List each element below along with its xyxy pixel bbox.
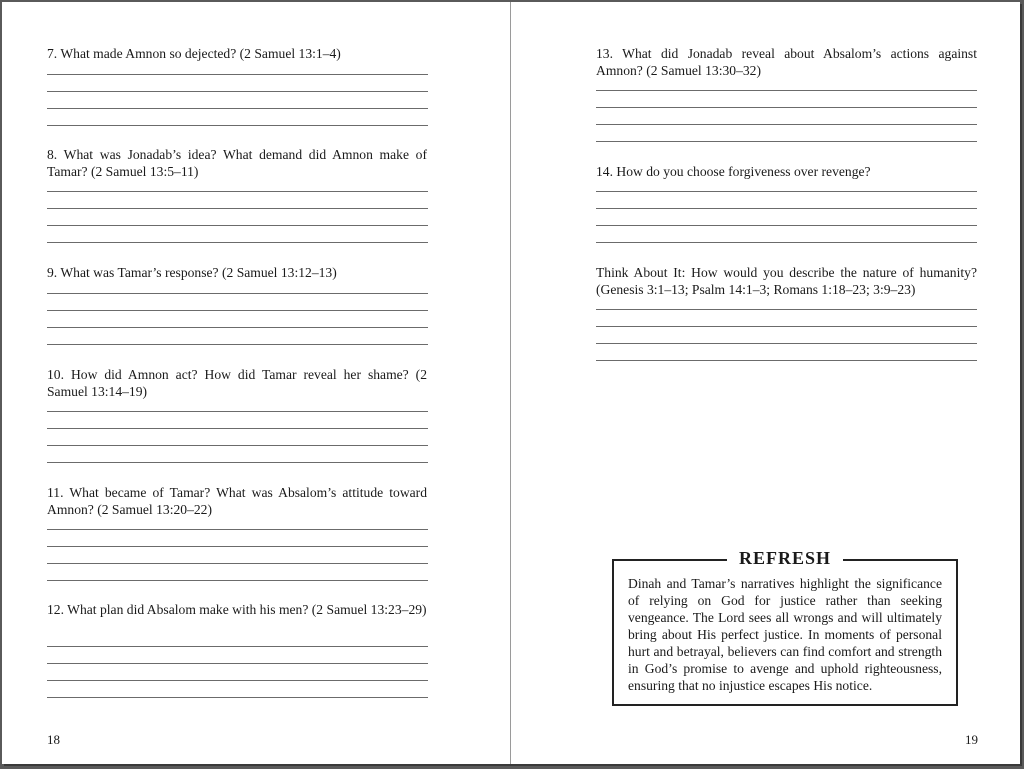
answer-line[interactable] xyxy=(47,462,428,463)
answer-line[interactable] xyxy=(596,309,977,310)
answer-line[interactable] xyxy=(47,74,428,75)
book-spread xyxy=(2,2,1020,764)
answer-line[interactable] xyxy=(47,225,428,226)
answer-lines-14[interactable] xyxy=(596,191,977,261)
answer-line[interactable] xyxy=(47,91,428,92)
answer-line[interactable] xyxy=(596,141,977,142)
answer-lines-12[interactable] xyxy=(47,646,428,716)
answer-line[interactable] xyxy=(47,580,428,581)
answer-line[interactable] xyxy=(47,411,428,412)
page-number: 18 xyxy=(47,732,60,747)
answer-line[interactable] xyxy=(596,360,977,361)
question-12: 12. What plan did Absalom make with his men? (2 Samuel 13:23–29) xyxy=(47,602,427,617)
answer-lines-13[interactable] xyxy=(596,90,977,160)
answer-lines-11[interactable] xyxy=(47,529,428,599)
answer-line[interactable] xyxy=(47,125,428,126)
answer-lines-8[interactable] xyxy=(47,191,428,261)
answer-line[interactable] xyxy=(47,191,428,192)
answer-line[interactable] xyxy=(47,529,428,530)
question-8: 8. What was Jonadab’s idea? What demand did Amnon make of Tamar? (2 Samuel 13:5–11) xyxy=(47,147,427,179)
question-14: 14. How do you choose forgiveness over revenge? xyxy=(596,164,871,179)
answer-line[interactable] xyxy=(596,107,977,108)
answer-line[interactable] xyxy=(47,663,428,664)
answer-line[interactable] xyxy=(47,344,428,345)
answer-line[interactable] xyxy=(47,680,428,681)
right-page xyxy=(511,2,1020,764)
answer-line[interactable] xyxy=(47,428,428,429)
answer-line[interactable] xyxy=(596,124,977,125)
refresh-body: Dinah and Tamar’s narratives highlight the significance of relying on God for justice rather than seeking vengeance. The Lord sees all wrongs and will ultimately bring about His perfect justice. In moments of personal hurt and betrayal, believers can find comfort and strength in God’s promise to avenge and uphold righteousness, ensuring that no injustice escapes His notice. xyxy=(628,576,942,693)
answer-line[interactable] xyxy=(596,191,977,192)
answer-line[interactable] xyxy=(47,445,428,446)
answer-line[interactable] xyxy=(596,326,977,327)
answer-lines-10[interactable] xyxy=(47,411,428,481)
answer-lines-9[interactable] xyxy=(47,293,428,363)
answer-line[interactable] xyxy=(596,208,977,209)
answer-line[interactable] xyxy=(47,546,428,547)
think-about-it: Think About It: How would you describe the nature of humanity? (Genesis 3:1–13; Psalm 14:1–3; Romans 1:18–23; 3:9–23) xyxy=(596,265,977,297)
question-11: 11. What became of Tamar? What was Absalom’s attitude toward Amnon? (2 Samuel 13:20–22) xyxy=(47,485,427,517)
answer-line[interactable] xyxy=(47,310,428,311)
question-13: 13. What did Jonadab reveal about Absalom’s actions against Amnon? (2 Samuel 13:30–32) xyxy=(596,46,977,78)
answer-line[interactable] xyxy=(47,293,428,294)
page-number: 19 xyxy=(965,732,978,747)
question-7: 7. What made Amnon so dejected? (2 Samuel 13:1–4) xyxy=(47,46,341,61)
answer-line[interactable] xyxy=(47,697,428,698)
question-9: 9. What was Tamar’s response? (2 Samuel 13:12–13) xyxy=(47,265,337,280)
refresh-title: REFRESH xyxy=(614,548,956,569)
answer-line[interactable] xyxy=(47,563,428,564)
answer-lines-7[interactable] xyxy=(47,74,428,144)
answer-line[interactable] xyxy=(47,646,428,647)
question-10: 10. How did Amnon act? How did Tamar reveal her shame? (2 Samuel 13:14–19) xyxy=(47,367,427,399)
answer-line[interactable] xyxy=(596,90,977,91)
answer-line[interactable] xyxy=(596,242,977,243)
answer-line[interactable] xyxy=(596,343,977,344)
left-page xyxy=(2,2,511,764)
answer-line[interactable] xyxy=(47,242,428,243)
answer-line[interactable] xyxy=(47,327,428,328)
answer-line[interactable] xyxy=(596,225,977,226)
refresh-box xyxy=(612,548,958,706)
answer-line[interactable] xyxy=(47,208,428,209)
answer-lines-think[interactable] xyxy=(596,309,977,379)
answer-line[interactable] xyxy=(47,108,428,109)
